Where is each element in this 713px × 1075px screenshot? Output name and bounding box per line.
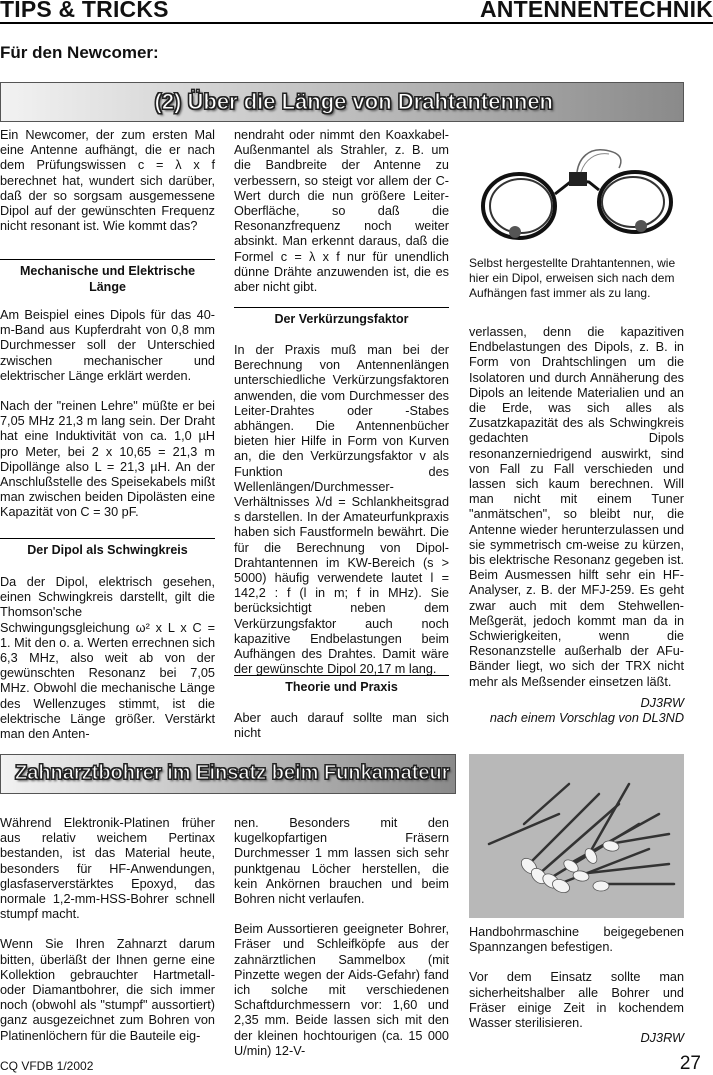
footer-publication: CQ VFDB 1/2002 — [0, 1059, 94, 1073]
subheading-mechanische-laenge: Mechanische und Elektrische Länge — [0, 259, 215, 295]
article2-title-banner — [0, 754, 456, 794]
article2-col2 — [234, 816, 449, 1059]
paragraph: Am Beispiel eines Dipols für das 40-m-Band aus Kupferdraht von 0,8 mm Durchmesser soll der Unterschied zwischen mechanischer und elektrischer Länge erklärt werden. — [0, 308, 215, 383]
article1-col2-top — [234, 128, 449, 295]
article1-col1-body — [0, 308, 215, 521]
article1-col1-intro — [0, 128, 215, 234]
dipole-antenna-photo — [469, 128, 684, 250]
article1-title-banner — [0, 82, 684, 122]
subheading-verkuerzungsfaktor: Der Verkürzungsfaktor — [234, 307, 449, 328]
paragraph: Da der Dipol, elektrisch gesehen, einen Schwingkreis darstellt, gilt die Thomson'sche Schwingungsgleichung ω² x L x C = 1. Mit den o. a. Werten errechnen sich 6,3 MHz, also weit ab von der gewünschten Resonanz bei 7,05 MHz. Obwohl die mechanische Länge des Wellenzuges stimmt, ist die elektrische Länge größer. Verstärkt man den Anten- — [0, 575, 215, 742]
article1-col1-end — [0, 575, 215, 742]
paragraph: nen. Besonders mit den kugelkopfartigen Fräsern Durchmesser 1 mm lassen sich sehr punktgenau Löcher herstellen, die kein Ankörnen brauchen und beim Bohren nicht verlaufen. — [234, 816, 449, 907]
paragraph: In der Praxis muß man bei der Berechnung von Antennenlängen unterschiedliche Verkürzungsfaktoren anwenden, die vom Durchmesser des Leiter-Drahtes oder -Stabes abhängen. Die Antennenbücher bieten hier Hilfe in Form von Kurven an, die den Verkürzungsfaktor v als Funktion des Wellenlängen/Durchmesser-Verhältnisses λ/d = Schlankheitsgrad s darstellen. In der Amateurfunkpraxis haben sich Faustformeln bewährt. Die für die Berechnung von Dipol-Drahtantennen im KW-Bereich (s > 5000) häufig verwendete lautet l = 142,2 : f (l in m; f in MHz). Sie berücksichtigt neben dem Verkürzungsfaktor auch noch kapazitive Endbelastungen beim Aufhängen des Drahtes. Damit wäre der gewünschte Dipol 20,17 m lang. — [234, 343, 449, 677]
paragraph: Nach der "reinen Lehre" müßte er bei 7,05 MHz 21,3 m lang sein. Der Draht hat eine Induktivität von ca. 1,0 µH pro Meter, bei 2 x 10,65 = 21,3 m Dipollänge also L = 21,3 µH. An der Anschlußstelle des Speisekabels mißt man zwischen beiden Dipolästen eine Kapazität von C = 30 pF. — [0, 399, 215, 520]
section-label: Für den Newcomer: — [0, 43, 159, 62]
author-signature: DJ3RW — [640, 696, 684, 710]
article1-col2-body — [234, 343, 449, 677]
paragraph: Vor dem Einsatz sollte man sicherheitshalber alle Bohrer und Fräser einige Zeit in kochendem Wasser sterilisieren. — [469, 970, 684, 1031]
paragraph: verlassen, denn die kapazitiven Endbelastungen des Dipols, z. B. in Form von Drahtschlingen um die Isolatoren und durch Annäherung des Dipols an leitende Materialien und an die Erde, was sich alles als Zusatzkapazität des als Schwingkreis gedachten Dipols resonanzerniedrigend auswirkt, sind von Fall zu Fall verschieden und lassen sich kaum berechnen. Will man nicht mit einem Tuner "anmätschen", so bleibt nur, die Antenne wieder herunterzulassen und sie symmetrisch cm-weise zu kürzen, bis elektrische Resonanz gegeben ist. Beim Ausmessen hilft sehr ein HF-Analyser, z. B. der MFJ-259. Es geht zwar auch mit dem Stehwellen-Meßgerät, jedoch kommt man da in Schwierigkeiten, wenn die Resonanzstelle außerhalb der AFu-Bänder liegt, wo sich der TRX nicht mehr als Meßsender einsetzen läßt. — [469, 325, 684, 689]
paragraph: Beim Aussortieren geeigneter Bohrer, Fräser und Schleifköpfe aus der zahnärztlichen Sammelbox (mit Pinzette wegen der Aids-Gefahr) fand ich solche mit verschiedenen Schaftdurchmessern vor: 1,60 und 2,35 mm. Beide lassen sich mit den der kleinen hochtourigen (ca. 15 000 U/min) 12-V- — [234, 922, 449, 1058]
paragraph: Aber auch darauf sollte man sich nicht — [234, 711, 449, 741]
article2-signature: DJ3RW — [640, 1031, 684, 1045]
paragraph: Während Elektronik-Platinen früher aus relativ weichem Pertinax bestanden, ist das Material heute, besonders für HF-Anwendungen, glasfaserverstärktes Epoxyd, das normale 1,2-mm-HSS-Bohrer schnell stumpf macht. — [0, 816, 215, 922]
paragraph: Ein Newcomer, der zum ersten Mal eine Antenne aufhängt, die er nach dem Prüfungswissen c = λ x f berechnet hat, wundert sich darüber, daß der so sorgsam ausgemessene Dipol auf der gewünschten Frequenz nicht resonant ist. Wie kommt das? — [0, 128, 215, 234]
header-topic-title: ANTENNENTECHNIK — [480, 0, 713, 22]
dental-drills-illustration — [469, 754, 684, 918]
article2-col1 — [0, 816, 215, 1044]
dental-drills-photo — [469, 754, 684, 918]
subheading-dipol-schwingkreis: Der Dipol als Schwingkreis — [0, 538, 215, 559]
subheading-theorie-praxis: Theorie und Praxis — [234, 675, 449, 696]
article1-col3-body — [469, 325, 684, 690]
dipole-antenna-illustration — [469, 128, 684, 250]
page-number: 27 — [679, 1053, 701, 1074]
article2-title: Zahnarztbohrer im Einsatz beim Funkamateur — [15, 762, 450, 784]
article1-title: (2) Über die Länge von Drahtantennen — [154, 89, 553, 114]
author-credit: nach einem Vorschlag von DL3ND — [489, 711, 684, 725]
photo-caption: Selbst hergestellte Drahtantennen, wie hier ein Dipol, erweisen sich nach dem Aufhängen fast immer als zu lang. — [469, 256, 676, 300]
article1-col2-end — [234, 711, 449, 741]
paragraph: nendraht oder nimmt den Koaxkabel-Außenmantel als Strahler, z. B. um die Bandbreite der Antenne zu verbessern, so steigt vor allem der C-Wert durch die nun größere Leiter-Oberfläche, so daß die Resonanzfrequenz noch weiter absinkt. Man erkennt daraus, daß die Formel c = λ x f nur für unendlich dünne Drähte anzuwenden ist, die es aber nicht gibt. — [234, 128, 449, 295]
paragraph: Handbohrmaschine beigegebenen Spannzangen befestigen. — [469, 925, 684, 955]
header-rule — [0, 22, 713, 24]
header-section-title: TIPS & TRICKS — [0, 0, 169, 22]
paragraph: Wenn Sie Ihren Zahnarzt darum bitten, überläßt der Ihnen gerne eine Kollektion gebrauchter Hartmetall- oder Diamantbohrer, die sich immer noch (obwohl als "stumpf" aussortiert) ganz ausgezeichnet zum Bohren von Platinenlöchern für die Bauteile eig- — [0, 937, 215, 1043]
article2-col3 — [469, 925, 684, 1031]
